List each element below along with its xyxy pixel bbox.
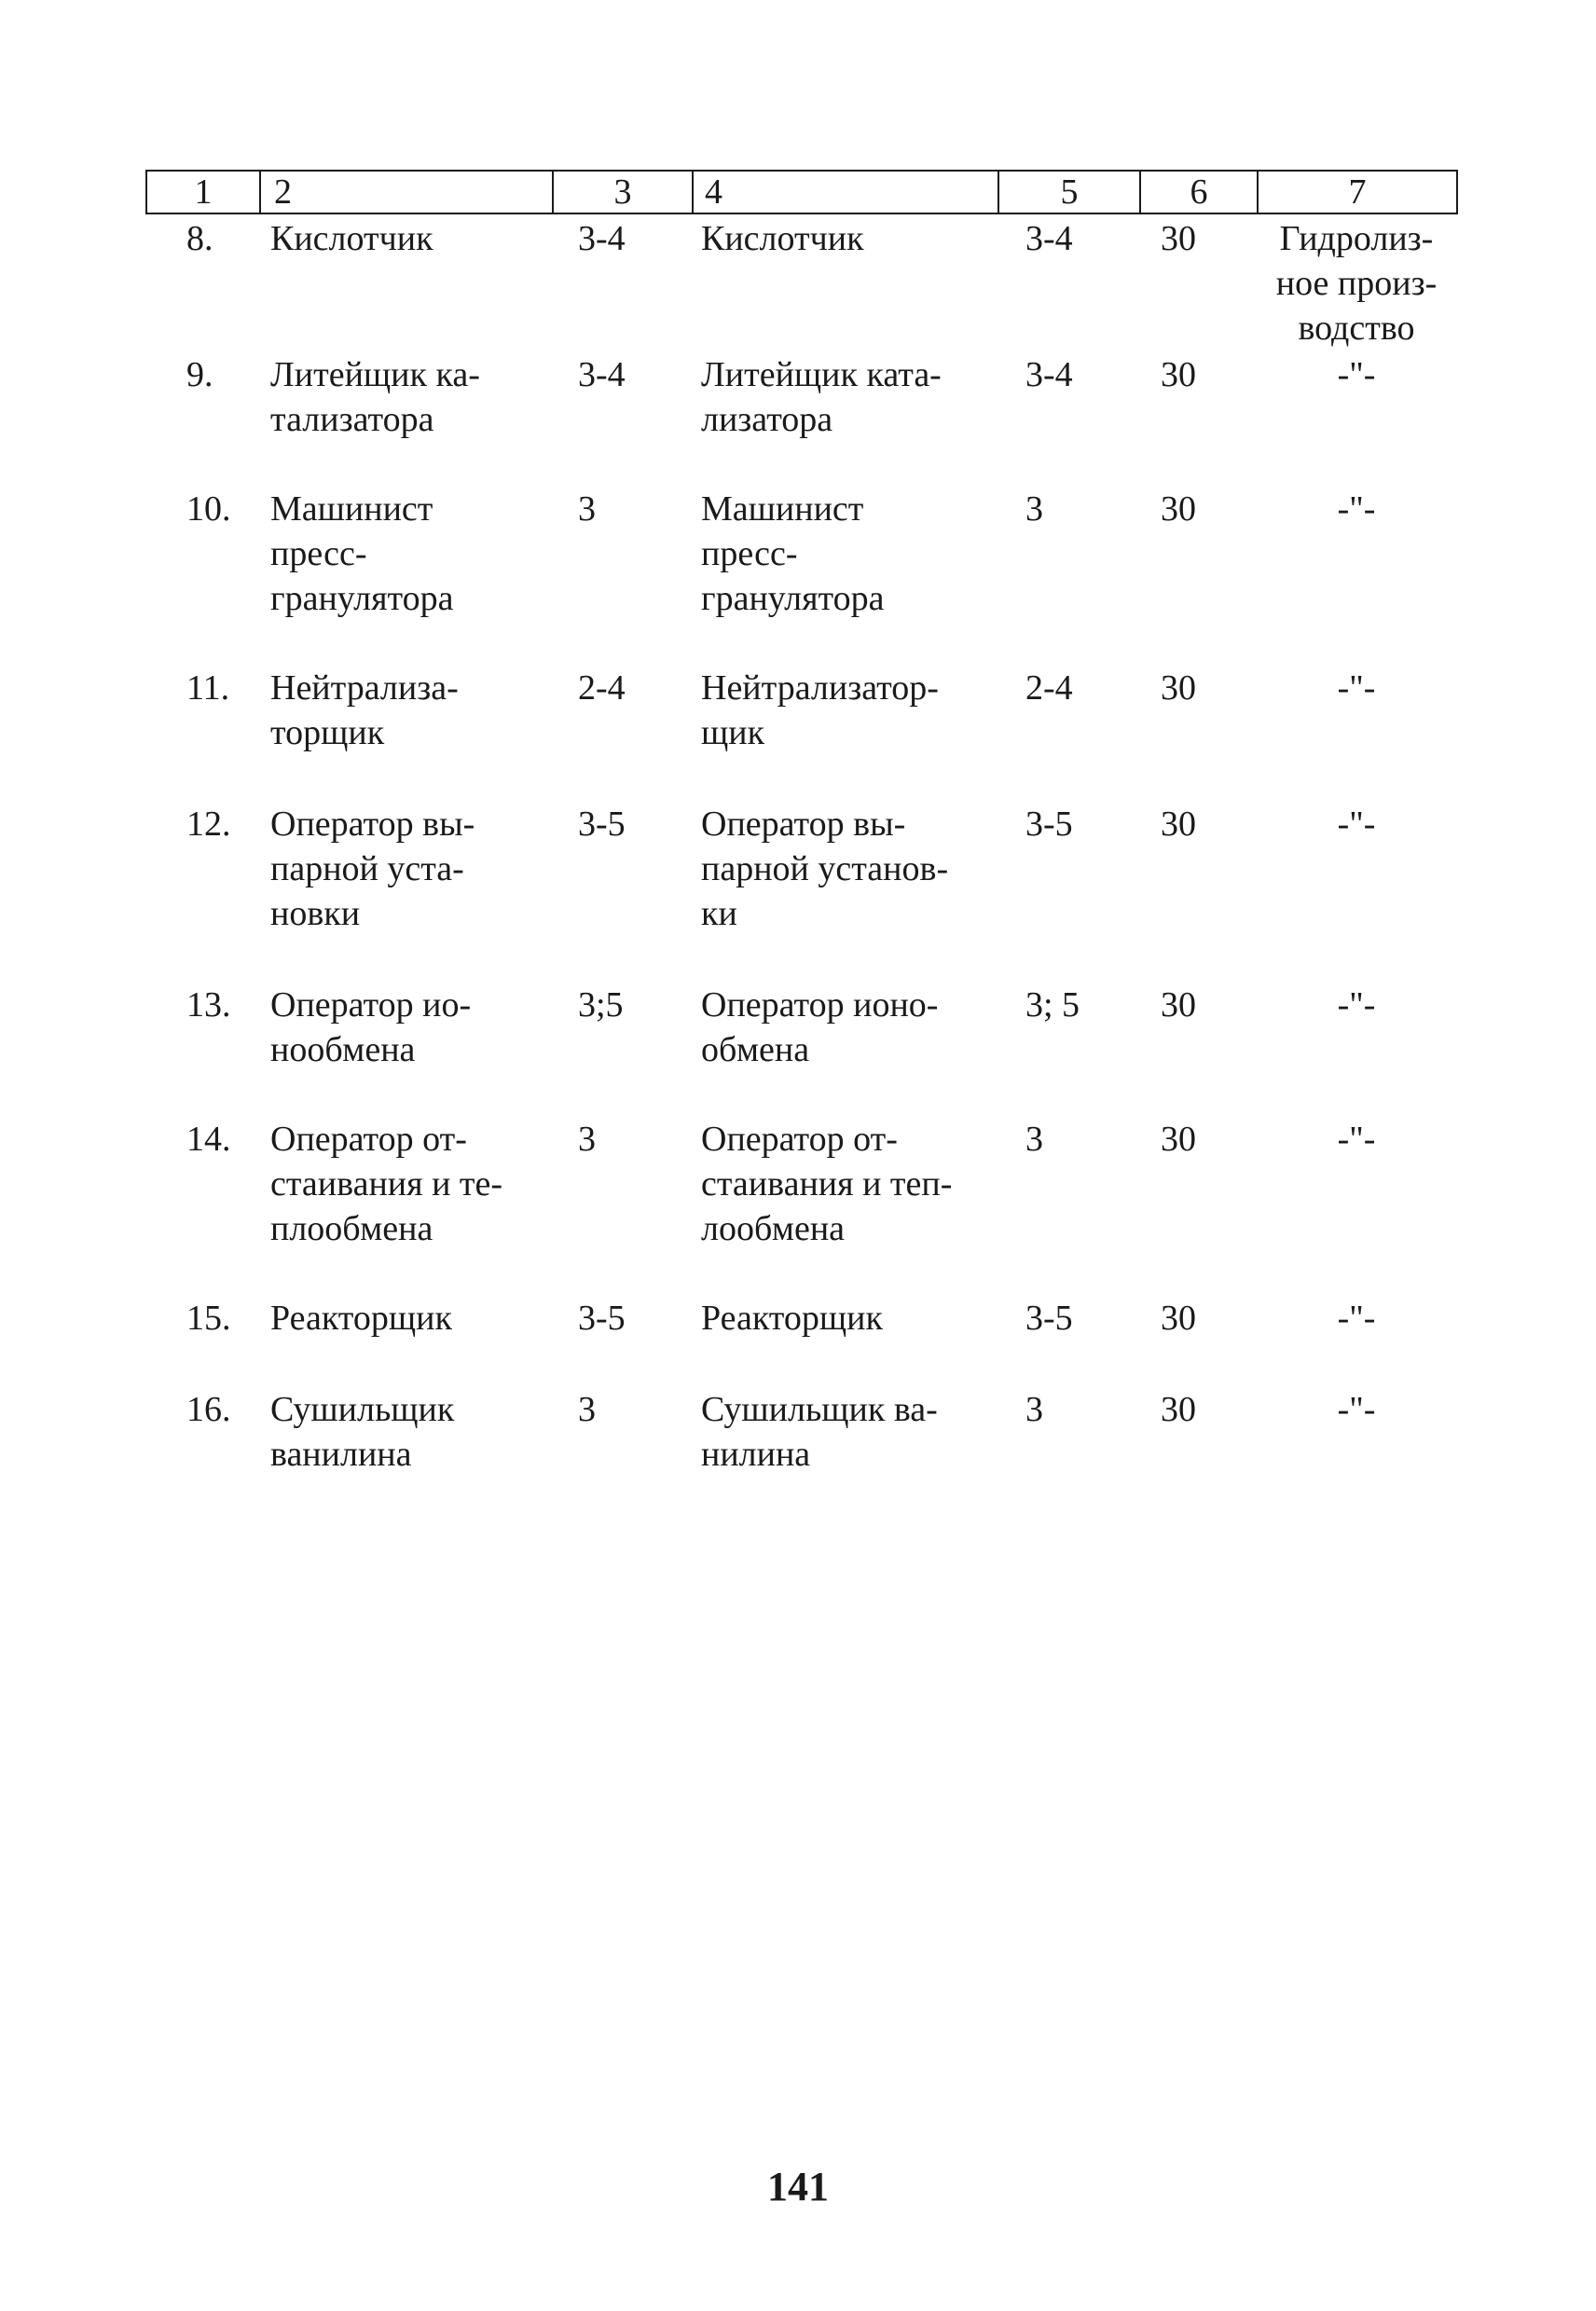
- grade-range-new: 3-5: [1025, 805, 1073, 844]
- header-label: 7: [1348, 172, 1367, 212]
- profession-name: Кислотчик: [270, 219, 433, 258]
- profession-name-new: Кислотчик: [701, 219, 864, 258]
- percent-value: 30: [1161, 1120, 1196, 1159]
- header-cell-2: [259, 170, 552, 214]
- grade-range-new: 3: [1025, 489, 1043, 529]
- profession-name: Оператор вы- парной уста- новки: [270, 805, 475, 933]
- percent-value: 30: [1161, 489, 1196, 529]
- grade-range: 3-5: [578, 1299, 626, 1338]
- grade-range: 3-4: [578, 355, 626, 394]
- profession-name-new: Оператор ионо- обмена: [701, 985, 939, 1069]
- profession-name-new: Литейщик ката- лизатора: [701, 355, 942, 439]
- row-number: 14.: [186, 1120, 231, 1159]
- grade-range-new: 3: [1025, 1120, 1043, 1159]
- header-cell-1: [145, 170, 259, 214]
- grade-range-new: 3-4: [1025, 355, 1073, 394]
- grade-range: 3-5: [578, 805, 626, 844]
- production-note: -"-: [1337, 1299, 1376, 1338]
- percent-value: 30: [1161, 1299, 1196, 1338]
- header-cell-6: [1139, 170, 1257, 214]
- production-note: -"-: [1337, 1390, 1376, 1429]
- profession-name-new: Нейтрализатор- щик: [701, 668, 939, 752]
- header-label: 5: [1060, 172, 1079, 212]
- production-note: -"-: [1337, 1120, 1376, 1159]
- row-number: 10.: [186, 489, 231, 529]
- percent-value: 30: [1161, 805, 1196, 844]
- percent-value: 30: [1161, 1390, 1196, 1429]
- grade-range-new: 3: [1025, 1390, 1043, 1429]
- header-cell-4: [692, 170, 998, 214]
- grade-range: 3;5: [578, 985, 624, 1025]
- row-number: 11.: [186, 668, 230, 708]
- profession-name-new: Сушильщик ва- нилина: [701, 1390, 938, 1474]
- header-cell-5: [998, 170, 1139, 214]
- header-label: 4: [705, 172, 722, 212]
- header-label: 6: [1190, 172, 1208, 212]
- production-note: -"-: [1337, 985, 1376, 1025]
- profession-name: Литейщик ка- тализатора: [270, 355, 480, 439]
- header-cell-3: [552, 170, 692, 214]
- percent-value: 30: [1161, 985, 1196, 1025]
- row-number: 16.: [186, 1390, 231, 1429]
- profession-name-new: Реакторщик: [701, 1299, 883, 1338]
- grade-range: 2-4: [578, 668, 626, 708]
- percent-value: 30: [1161, 219, 1196, 258]
- grade-range: 3-4: [578, 219, 626, 258]
- header-cell-7: [1257, 170, 1458, 214]
- profession-name-new: Оператор вы- парной установ- ки: [701, 805, 949, 933]
- header-label: 1: [194, 172, 213, 212]
- page-number: 141: [767, 2164, 829, 2209]
- grade-range-new: 3; 5: [1025, 985, 1080, 1025]
- production-note: -"-: [1337, 355, 1376, 394]
- grade-range-new: 3-4: [1025, 219, 1073, 258]
- row-number: 12.: [186, 805, 231, 844]
- production-note: Гидролиз- ное произ- водство: [1275, 219, 1438, 348]
- header-label: 2: [274, 172, 292, 212]
- profession-name: Сушильщик ванилина: [270, 1390, 455, 1474]
- grade-range-new: 2-4: [1025, 668, 1073, 708]
- production-note: -"-: [1337, 489, 1376, 529]
- percent-value: 30: [1161, 668, 1196, 708]
- profession-name-new: Машинист пресс- гранулятора: [701, 489, 885, 618]
- row-number: 13.: [186, 985, 231, 1025]
- profession-name-new: Оператор от- стаивания и теп- лообмена: [701, 1120, 953, 1248]
- profession-name: Нейтрализа- торщик: [270, 668, 459, 752]
- profession-name: Оператор от- стаивания и те- плообмена: [270, 1120, 503, 1248]
- grade-range: 3: [578, 1390, 596, 1429]
- row-number: 8.: [186, 219, 213, 258]
- row-number: 15.: [186, 1299, 231, 1338]
- row-number: 9.: [186, 355, 213, 394]
- production-note: -"-: [1337, 805, 1376, 844]
- grade-range-new: 3-5: [1025, 1299, 1073, 1338]
- profession-name: Оператор ио- нообмена: [270, 985, 472, 1069]
- production-note: -"-: [1337, 668, 1376, 708]
- percent-value: 30: [1161, 355, 1196, 394]
- profession-name: Машинист пресс- гранулятора: [270, 489, 454, 618]
- header-label: 3: [613, 172, 632, 212]
- grade-range: 3: [578, 1120, 596, 1159]
- grade-range: 3: [578, 489, 596, 529]
- profession-name: Реакторщик: [270, 1299, 452, 1338]
